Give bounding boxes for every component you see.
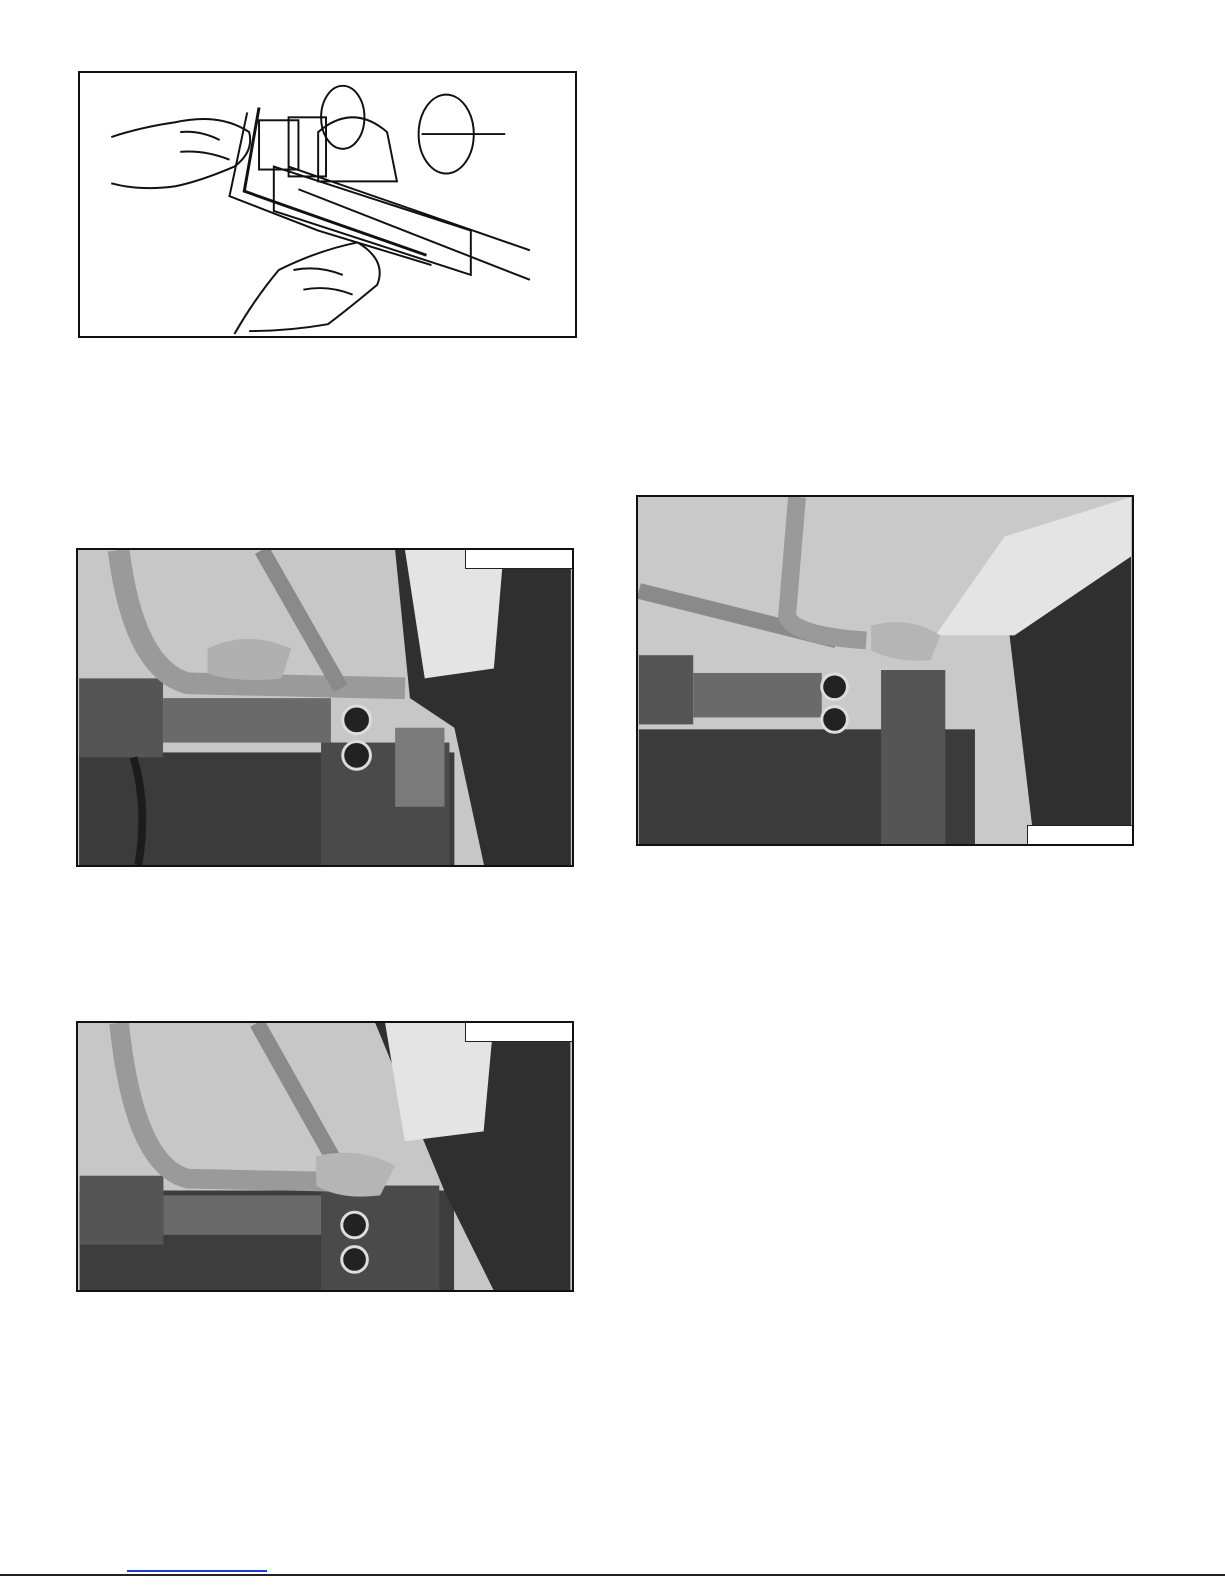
figure-label-1 [465,550,572,569]
bending-line-drawing [78,71,577,338]
footer-link-underline[interactable] [127,1570,267,1572]
photo-bending-step-3 [636,495,1134,846]
bender-photo-2 [78,1023,572,1290]
footer-rule [0,1574,1225,1576]
photo-bending-step-2 [76,1021,574,1292]
bender-photo-3 [638,497,1132,844]
figure-label-3 [1027,825,1132,844]
bending-drawing-illustration [80,73,575,336]
photo-bending-step-1 [76,548,574,867]
figure-label-2 [465,1023,572,1042]
bender-photo-1 [78,550,572,865]
